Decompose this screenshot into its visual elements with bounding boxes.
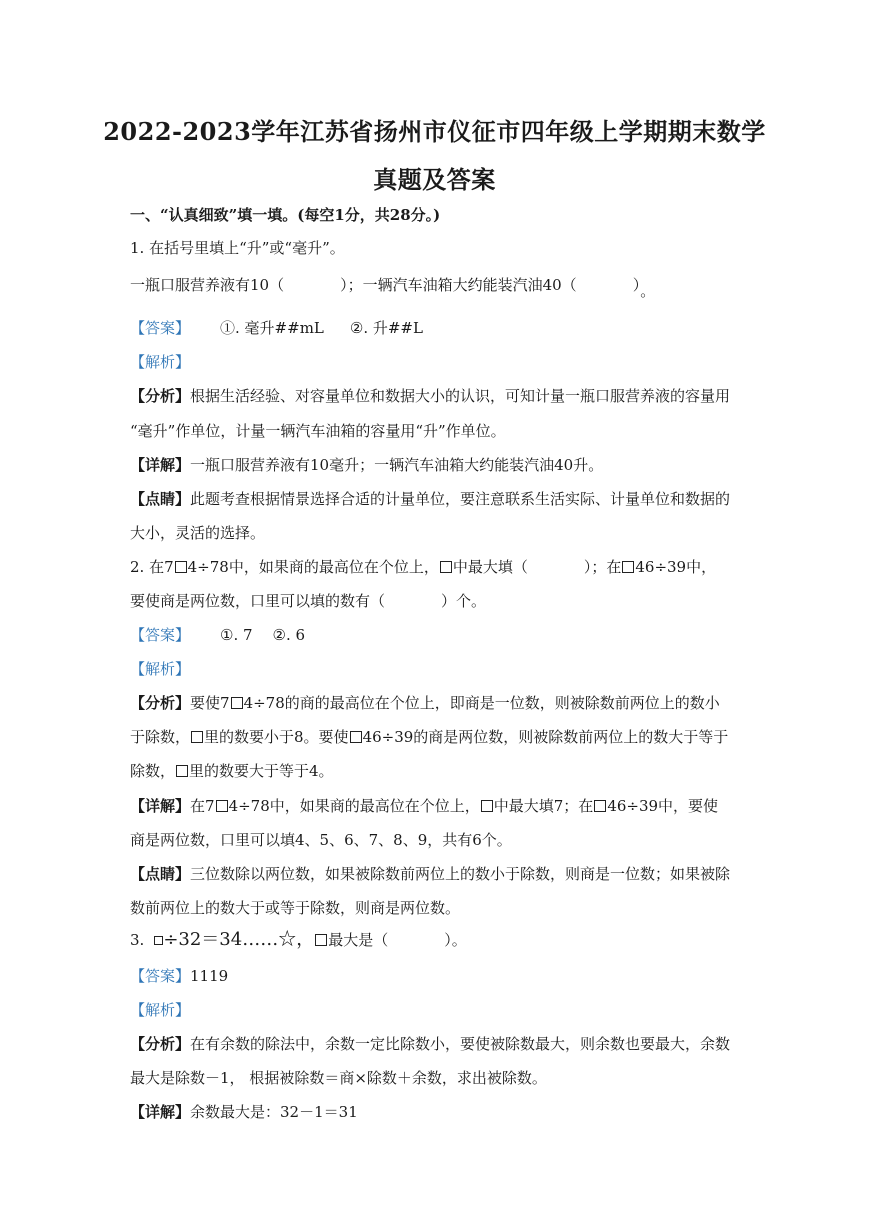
q1-xiangjie: 【详解】一瓶口服营养液有10毫升；一辆汽车油箱大约能装汽油40升。	[130, 456, 604, 474]
blank-box	[440, 561, 452, 573]
q1-fenxi-1: 【分析】根据生活经验、对容量单位和数据大小的认识，可知计量一瓶口服营养液的容量用	[130, 387, 731, 405]
q1-text-c: ）	[632, 276, 641, 294]
answer-tag: 【答案】	[130, 319, 191, 337]
blank-box	[350, 731, 362, 743]
blank-box	[176, 765, 188, 777]
q2-xiangjie-2: 商是两位数，口里可以填4、5、6、7、8、9，共有6个。	[130, 831, 512, 849]
q2-fenxi-2: 于除数， 里的数要小于8。要使 46÷39的商是两位数，则被除数前两位上的数大于等于	[130, 728, 729, 746]
q1-fenxi-2: “毫升”作单位，计量一辆汽车油箱的容量用“升”作单位。	[130, 422, 506, 440]
q1-period: 。	[640, 282, 656, 300]
q2-dianjing-1: 【点睛】三位数除以两位数，如果被除数前两位上的数小于除数，则商是一位数；如果被除	[130, 865, 731, 883]
blank-box	[231, 697, 243, 709]
blank-box	[191, 731, 203, 743]
q3-answer: 【答案】1119	[130, 967, 229, 985]
q1-answer-2: ②. 升##L	[349, 319, 423, 337]
document-title-line1: 2022-2023学年江苏省扬州市仪征市四年级上学期期末数学	[103, 117, 766, 146]
q2-fenxi-3: 除数， 里的数要大于等于4。	[130, 762, 334, 780]
answer-tag: 【答案】	[130, 626, 191, 644]
q1-blanks-line	[130, 275, 740, 300]
blank-box	[481, 800, 493, 812]
blank-box	[175, 561, 187, 573]
q2-dianjing-2: 数前两位上的数大于或等于除数，则商是两位数。	[130, 899, 461, 917]
q1-dianjing-1: 【点睛】此题考查根据情景选择合适的计量单位，要注意联系生活实际、计量单位和数据的	[130, 490, 731, 508]
q3-xiangjie: 【详解】余数最大是：32－1＝31	[130, 1103, 358, 1121]
q1-analysis-tag: 【解析】	[130, 353, 191, 371]
q1-answer-1: ①. 毫升##mL	[220, 319, 324, 337]
q1-stem: 1. 在括号里填上“升”或“毫升”。	[130, 239, 345, 257]
q2-stem-2: 要使商是两位数，口里可以填的数有（ ）个。	[130, 592, 487, 610]
blank-box	[315, 934, 327, 946]
q3-fenxi-1: 【分析】在有余数的除法中，余数一定比除数小，要使被除数最大，则余数也要最大，余数	[130, 1035, 731, 1053]
blank-box	[216, 800, 228, 812]
q2-answer: 【答案】 ①. 7 ②. 6	[130, 626, 306, 644]
q1-text-a: 一瓶口服营养液有10（	[130, 276, 285, 294]
q2-fenxi-1: 【分析】要使7 4÷78的商的最高位在个位上，即商是一位数，则被除数前两位上的数小	[130, 694, 720, 712]
q2-xiangjie-1: 【详解】在7 4÷78中，如果商的最高位在个位上， 中最大填7；在 46÷39中，要使	[130, 797, 719, 815]
q3-fenxi-2: 最大是除数－1， 根据被除数＝商×除数＋余数，求出被除数。	[130, 1069, 547, 1087]
blank-box	[622, 561, 634, 573]
blank-box	[594, 800, 606, 812]
answer-tag: 【答案】	[130, 967, 191, 985]
q1-text-b: ）；一辆汽车油箱大约能装汽油40（	[340, 276, 577, 294]
section-heading: 一、“认真细致”填一填。(每空1分，共28分。)	[130, 206, 441, 224]
q2-stem-1: 2. 在7 4÷78中，如果商的最高位在个位上， 中最大填（ ）；在 46÷39中，	[130, 558, 717, 576]
q1-dianjing-2: 大小，灵活的选择。	[130, 524, 266, 542]
blank-box	[154, 936, 163, 945]
q3-equation: ÷32＝34……☆，	[163, 929, 315, 950]
q3-stem: 3. ÷32＝34……☆， 最大是（ ）。	[130, 929, 467, 950]
q3-analysis-tag: 【解析】	[130, 1001, 191, 1019]
q2-analysis-tag: 【解析】	[130, 660, 191, 678]
document-title-line2: 真题及答案	[373, 165, 496, 194]
q1-answer	[130, 318, 740, 338]
